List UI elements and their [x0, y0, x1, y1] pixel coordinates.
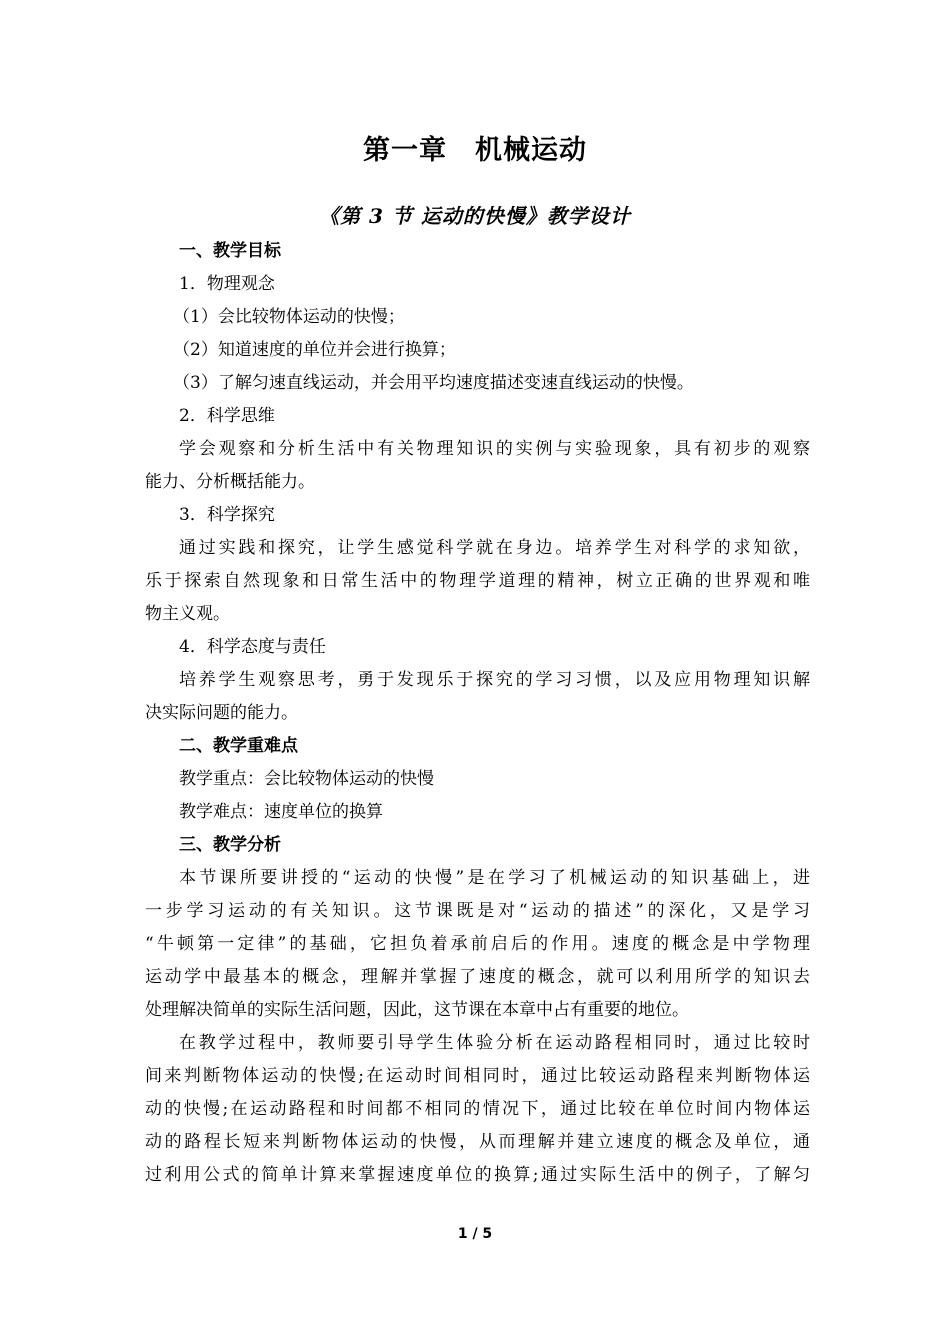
- paragraph-line: 动的快慢;在运动路程和时间都不相同的情况下，通过比较在单位时间内物体运: [145, 1099, 810, 1119]
- list-item: （3）了解匀速直线运动，并会用平均速度描述变速直线运动的快慢。: [173, 373, 694, 393]
- section-heading-analysis: 三、教学分析: [179, 835, 281, 855]
- subheading-attitude-responsibility: 4．科学态度与责任: [179, 637, 326, 657]
- key-point-text: 教学重点：会比较物体运动的快慢: [179, 769, 434, 789]
- paragraph-line: 本节课所要讲授的“运动的快慢”是在学习了机械运动的知识基础上，进: [179, 868, 810, 888]
- lesson-title: 《第 3 节 运动的快慢》教学设计: [319, 204, 631, 228]
- paragraph-line: 学会观察和分析生活中有关物理知识的实例与实验现象，具有初步的观察: [179, 439, 810, 459]
- paragraph-line: 处理解决简单的实际生活问题，因此，这节课在本章中占有重要的地位。: [145, 1000, 689, 1020]
- paragraph-line: 一步学习运动的有关知识。这节课既是对“运动的描述”的深化，又是学习: [145, 901, 810, 921]
- paragraph-line: 能力、分析概括能力。: [145, 472, 315, 492]
- list-item: （1）会比较物体运动的快慢；: [173, 307, 405, 327]
- subheading-scientific-thinking: 2．科学思维: [179, 406, 275, 426]
- list-item: （2）知道速度的单位并会进行换算；: [173, 340, 456, 360]
- paragraph-line: 运动学中最基本的概念，理解并掌握了速度的概念，就可以利用所学的知识去: [145, 967, 810, 987]
- paragraph-line: 动的路程长短来判断物体运动的快慢，从而理解并建立速度的概念及单位，通: [145, 1132, 810, 1152]
- paragraph-line: 决实际问题的能力。: [145, 703, 298, 723]
- document-body: [145, 235, 810, 1192]
- paragraph-line: 物主义观。: [145, 604, 230, 624]
- section-heading-goals: 一、教学目标: [179, 241, 281, 261]
- paragraph-line: 过利用公式的简单计算来掌握速度单位的换算;通过实际生活中的例子，了解匀: [145, 1165, 810, 1185]
- paragraph-line: 乐于探索自然现象和日常生活中的物理学道理的精神，树立正确的世界观和唯: [145, 571, 810, 591]
- page-number: 1 / 5: [457, 1226, 493, 1242]
- subheading-scientific-inquiry: 3．科学探究: [179, 505, 275, 525]
- paragraph-line: “牛顿第一定律”的基础，它担负着承前启后的作用。速度的概念是中学物理: [145, 934, 810, 954]
- paragraph-line: 在教学过程中，教师要引导学生体验分析在运动路程相同时，通过比较时: [179, 1033, 810, 1053]
- section-heading-key-points: 二、教学重难点: [179, 736, 298, 756]
- subheading-physics-concept: 1．物理观念: [179, 274, 275, 294]
- difficult-point-text: 教学难点：速度单位的换算: [179, 802, 383, 822]
- paragraph-line: 通过实践和探究，让学生感觉科学就在身边。培养学生对科学的求知欲，: [179, 538, 810, 558]
- chapter-title: 第一章 机械运动: [363, 135, 587, 166]
- paragraph-line: 培养学生观察思考，勇于发现乐于探究的学习习惯，以及应用物理知识解: [179, 670, 810, 690]
- paragraph-line: 间来判断物体运动的快慢;在运动时间相同时，通过比较运动路程来判断物体运: [145, 1066, 810, 1086]
